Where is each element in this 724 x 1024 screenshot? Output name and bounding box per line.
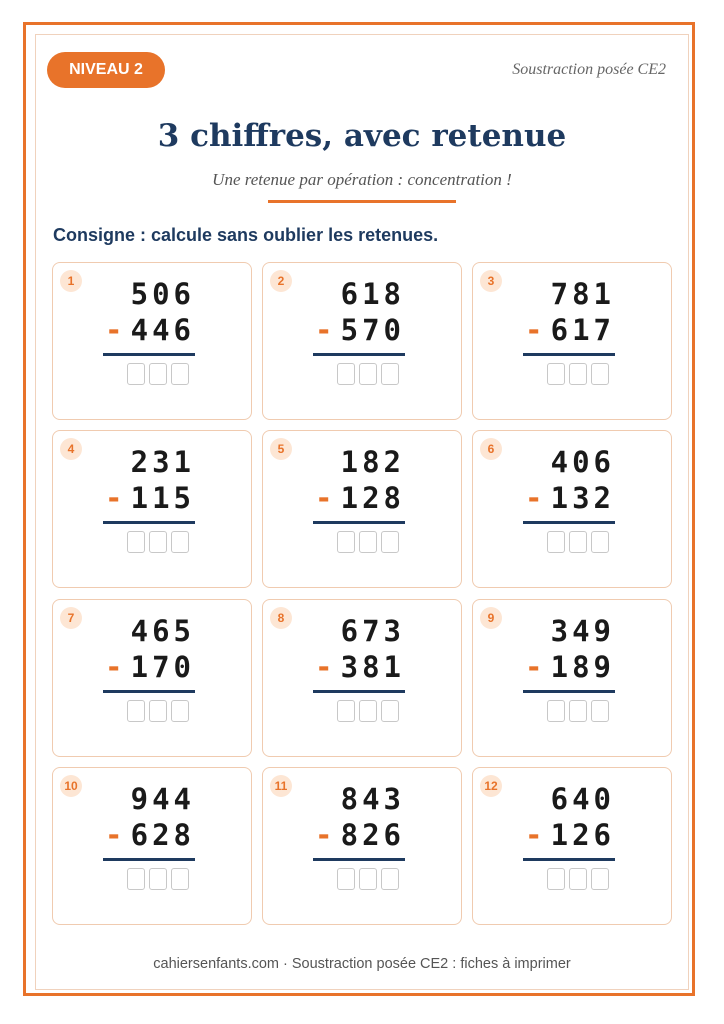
answer-digit-box[interactable]	[569, 531, 587, 553]
result-line	[523, 521, 615, 524]
minuend: 944	[130, 782, 195, 816]
level-badge: NIVEAU 2	[47, 52, 165, 88]
answer-digit-box[interactable]	[337, 363, 355, 385]
answer-digit-box[interactable]	[127, 700, 145, 722]
answer-digit-box[interactable]	[381, 868, 399, 890]
answer-digit-box[interactable]	[547, 868, 565, 890]
minuend: 781	[550, 277, 615, 311]
answer-digit-box[interactable]	[171, 868, 189, 890]
result-line	[103, 521, 195, 524]
answer-digit-box[interactable]	[171, 531, 189, 553]
result-line	[523, 858, 615, 861]
subtrahend: 170	[130, 650, 195, 684]
result-line	[313, 353, 405, 356]
answer-digit-box[interactable]	[149, 700, 167, 722]
answer-digit-box[interactable]	[149, 531, 167, 553]
answer-digit-box[interactable]	[337, 868, 355, 890]
answer-digit-box[interactable]	[591, 868, 609, 890]
minuend: 618	[340, 277, 405, 311]
answer-digit-box[interactable]	[359, 363, 377, 385]
exercise-number: 8	[270, 607, 292, 629]
footer-text: cahiersenfants.com · Soustraction posée CE2 : fiches à imprimer	[153, 956, 571, 972]
answer-digit-box[interactable]	[591, 531, 609, 553]
minus-sign: -	[315, 650, 333, 684]
minus-sign: -	[105, 313, 123, 347]
minuend: 673	[340, 614, 405, 648]
minuend: 640	[550, 782, 615, 816]
minuend: 231	[130, 445, 195, 479]
result-line	[103, 858, 195, 861]
answer-digit-box[interactable]	[171, 700, 189, 722]
exercise-number: 12	[480, 775, 502, 797]
result-line	[313, 690, 405, 693]
exercise-number: 11	[270, 775, 292, 797]
subtrahend: 115	[130, 481, 195, 515]
subtrahend: 126	[550, 818, 615, 852]
exercise-number: 7	[60, 607, 82, 629]
answer-digit-box[interactable]	[569, 700, 587, 722]
answer-digit-box[interactable]	[127, 531, 145, 553]
minuend: 843	[340, 782, 405, 816]
answer-digit-box[interactable]	[127, 363, 145, 385]
minus-sign: -	[525, 481, 543, 515]
exercise-number: 9	[480, 607, 502, 629]
exercise-card	[472, 767, 672, 925]
result-line	[313, 521, 405, 524]
minus-sign: -	[525, 650, 543, 684]
exercise-card	[472, 599, 672, 757]
answer-digit-box[interactable]	[149, 868, 167, 890]
answer-digit-box[interactable]	[149, 363, 167, 385]
exercise-card	[262, 599, 462, 757]
minus-sign: -	[105, 481, 123, 515]
subtrahend: 132	[550, 481, 615, 515]
page-title: 3 chiffres, avec retenue	[157, 118, 567, 154]
exercise-number: 3	[480, 270, 502, 292]
minus-sign: -	[315, 818, 333, 852]
exercise-card	[262, 430, 462, 588]
answer-digit-box[interactable]	[569, 363, 587, 385]
minus-sign: -	[525, 818, 543, 852]
subtrahend: 189	[550, 650, 615, 684]
subtrahend: 381	[340, 650, 405, 684]
answer-digit-box[interactable]	[171, 363, 189, 385]
exercise-number: 4	[60, 438, 82, 460]
answer-digit-box[interactable]	[359, 531, 377, 553]
instruction-text: Consigne : calcule sans oublier les retenues.	[53, 225, 439, 245]
answer-digit-box[interactable]	[591, 363, 609, 385]
result-line	[313, 858, 405, 861]
result-line	[103, 353, 195, 356]
exercise-card	[262, 767, 462, 925]
exercise-card	[52, 767, 252, 925]
subtrahend: 628	[130, 818, 195, 852]
subtrahend: 826	[340, 818, 405, 852]
minus-sign: -	[105, 650, 123, 684]
subtrahend: 128	[340, 481, 405, 515]
answer-digit-box[interactable]	[127, 868, 145, 890]
answer-digit-box[interactable]	[337, 531, 355, 553]
subtrahend: 446	[130, 313, 195, 347]
exercise-card	[472, 430, 672, 588]
exercise-card	[52, 430, 252, 588]
subtrahend: 570	[340, 313, 405, 347]
exercise-number: 6	[480, 438, 502, 460]
answer-digit-box[interactable]	[381, 531, 399, 553]
minus-sign: -	[525, 313, 543, 347]
exercise-card	[472, 262, 672, 420]
result-line	[103, 690, 195, 693]
subject-label: Soustraction posée CE2	[512, 61, 666, 78]
answer-digit-box[interactable]	[547, 363, 565, 385]
answer-digit-box[interactable]	[547, 531, 565, 553]
minuend: 349	[550, 614, 615, 648]
answer-digit-box[interactable]	[381, 363, 399, 385]
page-subtitle: Une retenue par opération : concentration !	[212, 170, 512, 189]
exercise-number: 1	[60, 270, 82, 292]
exercise-card	[52, 262, 252, 420]
exercise-number: 2	[270, 270, 292, 292]
result-line	[523, 353, 615, 356]
minus-sign: -	[315, 313, 333, 347]
exercise-card	[52, 599, 252, 757]
subtrahend: 617	[550, 313, 615, 347]
answer-digit-box[interactable]	[381, 700, 399, 722]
exercise-number: 5	[270, 438, 292, 460]
answer-digit-box[interactable]	[337, 700, 355, 722]
exercise-card	[262, 262, 462, 420]
exercise-number: 10	[60, 775, 82, 797]
answer-digit-box[interactable]	[359, 868, 377, 890]
minus-sign: -	[315, 481, 333, 515]
minus-sign: -	[105, 818, 123, 852]
answer-digit-box[interactable]	[569, 868, 587, 890]
minuend: 406	[550, 445, 615, 479]
answer-digit-box[interactable]	[591, 700, 609, 722]
answer-digit-box[interactable]	[359, 700, 377, 722]
minuend: 506	[130, 277, 195, 311]
answer-digit-box[interactable]	[547, 700, 565, 722]
minuend: 182	[340, 445, 405, 479]
result-line	[523, 690, 615, 693]
minuend: 465	[130, 614, 195, 648]
